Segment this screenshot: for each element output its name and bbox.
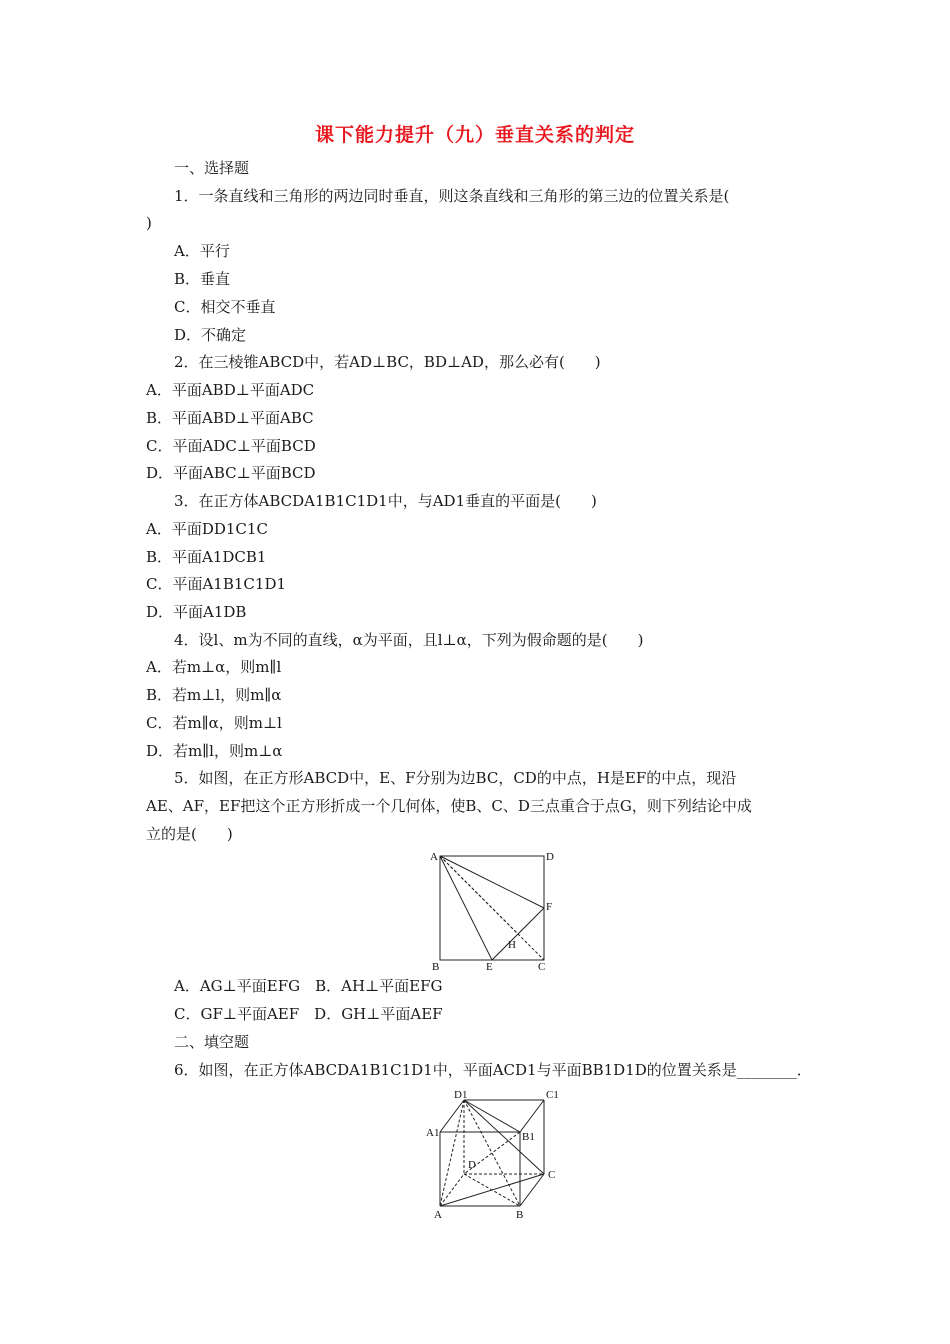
label-c1: C1 [546,1089,559,1101]
question-1-option-b: B．垂直 [174,270,231,288]
question-4-stem: 4．设l、m为不同的直线，α为平面，且l⊥α，下列为假命题的是( ) [174,631,644,649]
question-4-option-a: A．若m⊥α，则m∥l [146,658,282,676]
question-5-options-row1: A．AG⊥平面EFG B．AH⊥平面EFG [174,977,443,995]
question-3-option-c: C．平面A1B1C1D1 [146,575,287,593]
question-5-stem-cont1: AE、AF，EF把这个正方形折成一个几何体，使B、C、D三点重合于点G，则下列结论中成 [146,797,752,815]
label-a: A [430,851,438,863]
edge-bc [520,1174,544,1206]
segment-af [440,856,544,908]
question-2-option-a: A．平面ABD⊥平面ADC [146,381,315,399]
label-a1: A1 [426,1127,440,1139]
question-1-stem-cont: ) [146,214,152,232]
question-1-stem: 1．一条直线和三角形的两边同时垂直，则这条直线和三角形的第三边的位置关系是( [174,187,730,205]
question-5-options-row2: C．GF⊥平面AEF D．GH⊥平面AEF [174,1005,443,1023]
question-3-option-d: D．平面A1DB [146,603,247,621]
question-5-stem: 5．如图，在正方形ABCD中，E、F分别为边BC，CD的中点，H是EF的中点，现沿 [174,769,737,787]
question-2-stem: 2．在三棱锥ABCD中，若AD⊥BC，BD⊥AD，那么必有( ) [174,353,601,371]
question-2-option-d: D．平面ABC⊥平面BCD [146,464,316,482]
section-heading-choice: 一、选择题 [174,159,250,177]
question-1-option-d: D．不确定 [174,326,247,344]
section-heading-fill: 二、填空题 [174,1033,250,1051]
question-3-stem: 3．在正方体ABCDA1B1C1D1中，与AD1垂直的平面是( ) [174,492,597,510]
question-6-stem: 6．如图，在正方体ABCDA1B1C1D1中，平面ACD1与平面BB1D1D的位置关系是________． [174,1061,812,1079]
label-d: D [468,1159,476,1171]
page-title: 课下能力提升（九）垂直关系的判定 [314,124,635,146]
label-d: D [546,851,554,863]
question-2-option-c: C．平面ADC⊥平面BCD [146,437,316,455]
label-e: E [486,961,493,972]
segment-ae [440,856,492,960]
question-4-option-b: B．若m⊥l，则m∥α [146,686,282,704]
label-h: H [508,939,516,951]
segment-d1b1 [464,1100,520,1132]
cube-figure [426,1088,566,1220]
label-c: C [538,961,546,972]
question-4-option-d: D．若m∥l，则m⊥α [146,742,283,760]
question-5-stem-cont2: 立的是( ) [146,825,233,843]
question-3-option-a: A．平面DD1C1C [146,520,268,538]
label-a: A [434,1209,442,1220]
edge-b1c1 [520,1100,544,1132]
label-b: B [516,1209,524,1220]
question-4-option-c: C．若m∥α，则m⊥l [146,714,282,732]
question-3-option-b: B．平面A1DCB1 [146,548,267,566]
label-b1: B1 [522,1131,535,1143]
question-1-option-a: A．平行 [174,242,230,260]
question-2-option-b: B．平面ABD⊥平面ABC [146,409,314,427]
label-f: F [546,901,553,913]
label-d1: D1 [454,1089,468,1101]
square-folding-figure [426,848,558,972]
label-b: B [432,961,440,972]
label-c: C [548,1169,556,1181]
question-1-option-c: C．相交不垂直 [174,298,276,316]
diagonal-ac-dashed [440,856,544,960]
